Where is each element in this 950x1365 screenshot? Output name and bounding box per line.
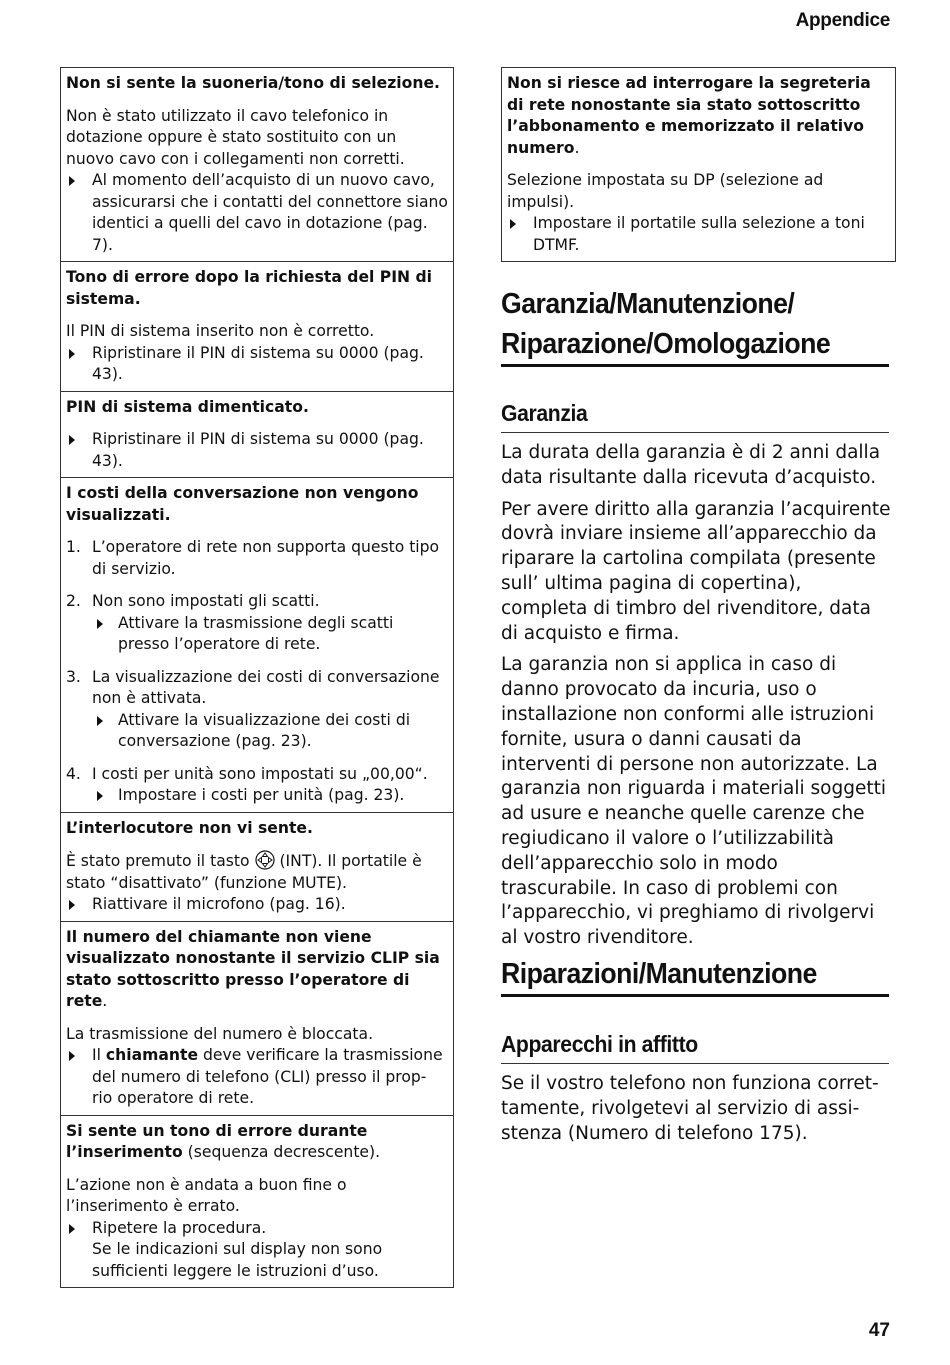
subsection-rule [501,432,889,433]
action-item [66,170,448,256]
cause-text-end: (INT). Il portatile è stato “disattivato” (funzione MUTE). [66,852,422,892]
section-title: Riparazioni/Manutenzione [501,958,817,990]
triangle-bullet-icon [69,435,75,445]
section-title: Garanzia/Manutenzione/ Riparazione/Omologazione [501,288,831,360]
problem-title: Non si sente la suoneria/tono di selezione. [66,74,440,92]
action-item [507,213,890,256]
action-text: Ripetere la procedura. [92,1218,267,1237]
repair-text [501,1072,893,1153]
paragraph: Se il vostro telefono non funziona corret- tamente, rivolgetevi al servizio di assi- stenza (Numero di telefono 175). [501,1073,879,1144]
triangle-bullet-icon [97,716,103,726]
table-row [61,262,453,392]
item-number: 4. [66,764,81,783]
problem-title: I costi della conversazione non vengono visualizzati. [66,484,419,524]
troubleshooting-box [501,67,896,262]
table-row [61,478,453,813]
action-text: Attivare la trasmissione degli scatti presso l’operatore di rete. [118,613,394,653]
action-item [66,894,448,916]
subsection-title: Apparecchi in affitto [501,1031,698,1057]
triangle-bullet-icon [97,791,103,801]
action-item [66,343,448,386]
action-item [66,710,448,753]
item-text: La visualizzazione dei costi di conversazione non è attivata. [92,667,440,707]
triangle-bullet-icon [69,900,75,910]
triangle-bullet-icon [97,619,103,629]
cause-text: Selezione impostata su DP (selezione ad impulsi). [507,171,824,211]
cause-text [66,850,448,894]
triangle-bullet-icon [69,1224,75,1234]
cause-text: La trasmissione del numero è bloccata. [66,1024,374,1043]
page-number: 47 [868,1320,890,1341]
triangle-bullet-icon [69,349,75,359]
action-item [66,1218,448,1240]
triangle-bullet-icon [69,176,75,186]
table-row [61,922,453,1116]
numbered-item [66,537,448,580]
problem-title: L’interlocutore non vi sente. [66,818,313,837]
action-text: Attivare la visualizzazione dei costi di conversazione (pag. 23). [118,710,411,750]
running-header: Appendice [795,10,890,31]
cause-text: Il PIN di sistema inserito non è corretto. [66,322,375,340]
navigation-key-icon [255,850,275,870]
paragraph: Per avere diritto alla garanzia l’acquirente dovrà inviare insieme all’apparecchio da riparare la cartolina compilata (presente sull’ ultima pagina di copertina), completa di timbro del rivenditore, data di acquisto e firma. [501,498,891,644]
table-row [61,68,453,262]
action-text: Riattivare il microfono (pag. 16). [92,895,346,913]
item-text: I costi per unità sono impostati su „00,00“. [92,764,428,783]
item-number: 1. [66,538,81,556]
numbered-item [66,764,448,786]
action-item [66,613,448,656]
table-row [61,813,453,922]
triangle-bullet-icon [510,219,516,229]
action-item [66,429,448,472]
cause-text: Non è stato utilizzato il cavo telefonico in dotazione oppure è stato sostituito con un nuovo cavo con i collegamenti non corretti. [66,106,405,168]
item-number: 2. [66,592,81,610]
cause-text-start: È stato premuto il tasto [66,852,250,870]
table-row [61,392,453,479]
section-title-rule [501,364,889,367]
problem-title: PIN di sistema dimenticato. [66,397,309,416]
item-text: L’operatore di rete non supporta questo tipo di servizio. [92,538,440,578]
problem-title: Tono di errore dopo la richiesta del PIN di sistema. [66,268,433,308]
action-text: Impostare i costi per unità (pag. 23). [118,786,405,804]
section-title-rule [501,994,889,997]
problem-title: Si sente un tono di errore durante l’inserimento (sequenza decrescente). [66,1121,381,1161]
action-item: Il chiamante deve verificare la trasmissione del numero di telefono (CLI) presso il prop- rio operatore di rete. [66,1045,448,1110]
table-row [502,68,895,261]
triangle-bullet-icon [69,1051,75,1061]
numbered-item [66,591,448,613]
problem-title: Non si riesce ad interrogare la segreteria di rete nonostante sia stato sottoscritto l’abbonamento e memorizzato il relativo numero. [507,74,871,157]
action-text: Ripristinare il PIN di sistema su 0000 (pag. 43). [92,343,424,383]
table-row [61,1116,453,1288]
troubleshooting-table [60,67,454,1288]
action-text: Al momento dell’acquisto di un nuovo cavo, assicurarsi che i contatti del connettore siano identici a quelli del cavo in dotazione (pag. 7). [92,171,448,254]
subsection-title: Garanzia [501,400,588,426]
item-number: 3. [66,667,81,686]
paragraph: La garanzia non si applica in caso di danno provocato da incuria, uso o installazione non conformi alle istruzioni fornite, usura o danni causati da interventi di persone non autorizzate. La garanzia non riguarda i materiali soggetti ad usure e neanche quelle carenze che regiudicano il valore o l’utilizzabilità dell’apparecchio solo in modo trascurabile. In caso di problemi con l’apparecchio, vi preghiamo di rivolgervi al vostro rivenditore. [501,654,886,949]
action-item [66,785,448,807]
note-text: Se le indicazioni sul display non sono sufficienti leggere le istruzioni d’uso. [92,1240,383,1280]
paragraph: La durata della garanzia è di 2 anni dalla data risultante dalla ricevuta d’acquisto. [501,442,881,488]
warranty-text [501,441,893,958]
cause-text: L’azione non è andata a buon fine o l’inserimento è errato. [66,1175,347,1215]
problem-title: Il numero del chiamante non viene visualizzato nonostante il servizio CLIP sia stato sottoscritto presso l’operatore di rete. [66,927,440,1010]
action-text: Ripristinare il PIN di sistema su 0000 (pag. 43). [92,430,424,470]
subsection-rule [501,1063,889,1064]
item-text: Non sono impostati gli scatti. [92,592,320,610]
action-text: Impostare il portatile sulla selezione a toni DTMF. [533,214,865,254]
numbered-item [66,667,448,710]
